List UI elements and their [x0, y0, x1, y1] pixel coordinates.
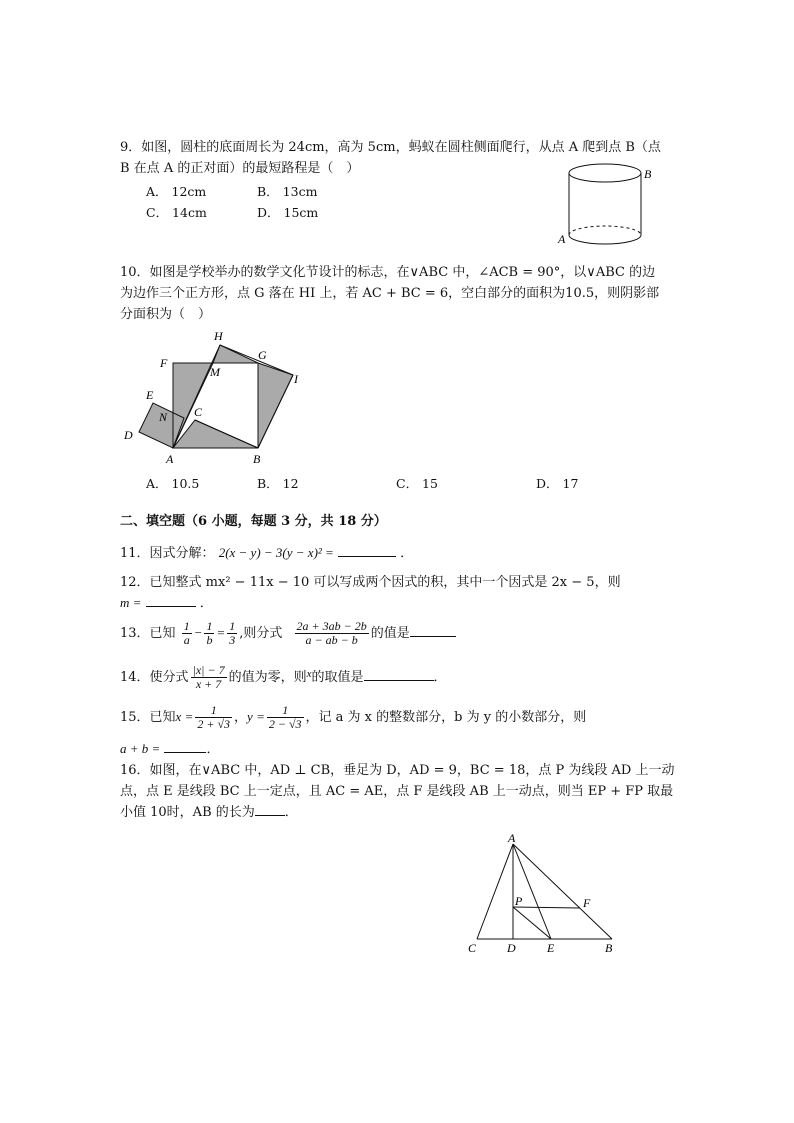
cylinder-top-ellipse: [569, 164, 641, 182]
q13-f2-den: b: [206, 633, 213, 647]
q14-fraction: [191, 664, 227, 691]
q13-f3-den: 3: [229, 633, 236, 647]
q15-line1: [120, 702, 586, 733]
q14-var: x: [306, 668, 312, 680]
q9-option-c: C． 14cm: [146, 205, 207, 220]
line-a-b: [513, 844, 612, 939]
q10-line1: 10．如图是学校举办的数学文化节设计的标志，在∨ABC 中，∠ACB = 90°，以∨ABC 的边: [120, 265, 656, 280]
q13-prefix: 13．已知: [120, 626, 176, 641]
q10-line2: 为边作三个正方形，点 G 落在 HI 上，若 AC + BC = 6，空白部分的面积为10.5，则阴影部: [120, 286, 660, 301]
q15-a-plus-b: a + b =: [120, 741, 161, 756]
line-a-c: [477, 844, 513, 939]
q13-f4-den: a − ab − b: [305, 633, 358, 647]
q14-f-num: |x| − 7: [192, 663, 225, 677]
q13-fraction-1b: [204, 620, 214, 647]
q15-fraction-x: [195, 704, 232, 731]
q13-suffix: 的值是: [370, 626, 410, 641]
line-a-e: [513, 844, 551, 939]
q15-f1-num: 1: [195, 704, 232, 718]
fig16-label-c: C: [468, 941, 477, 955]
q13-f3-num: 1: [229, 619, 236, 633]
fig10-label-h: H: [214, 329, 223, 343]
q16-line3-text: 小值 10时，AB 的长为: [120, 805, 255, 820]
fig10-label-f: F: [160, 356, 168, 370]
q13-f2-num: 1: [206, 619, 213, 633]
q10-line3: 分面积为（ ）: [120, 307, 212, 322]
q12-line1: 12．已知整式 mx² − 11x − 10 可以写成两个因式的积，其中一个因式是 2x − 5，则: [120, 575, 621, 590]
q16-line2: 点，点 E 是线段 BC 上一定点，且 AC = AE，点 F 是线段 AB 上一动点，则当 EP + FP 取最: [120, 784, 674, 799]
q11-line: [120, 543, 413, 564]
q15-fraction-y: [267, 704, 304, 731]
q16-suffix: ．: [284, 805, 298, 820]
line-p-f: [513, 907, 580, 908]
q11-answer-blank[interactable]: [338, 544, 396, 557]
fig10-label-e: E: [146, 388, 154, 402]
q14-mid2: 的取值是: [311, 670, 364, 685]
fig10-label-a: A: [166, 452, 174, 466]
q13-f4-num: 2a + 3ab − 2b: [296, 619, 367, 633]
q15-f2-den: 2 − √3: [268, 717, 302, 731]
q13-minus: −: [193, 625, 203, 640]
q9-cylinder-figure: [555, 160, 665, 250]
q10-option-c: C． 15: [396, 476, 438, 491]
q14-f-den: x + 7: [195, 677, 222, 691]
section-2-title: 二、填空题（6 小题，每题 3 分，共 18 分）: [120, 514, 387, 529]
q11-suffix: ．: [400, 546, 414, 561]
q15-tail: ，记 a 为 x 的整数部分，b 为 y 的小数部分，则: [305, 710, 587, 725]
q15-y-equals: y =: [247, 709, 265, 724]
q10-squares-figure: [118, 325, 318, 470]
q10-option-a: A． 10.5: [146, 476, 200, 491]
q14-mid: 的值为零，则: [228, 670, 307, 685]
q13-equals: =: [216, 625, 226, 640]
q9-line1: 9．如图，圆柱的底面周长为 24cm，高为 5cm，蚂蚁在圆柱侧面爬行，从点 A 爬到点 B（点: [120, 140, 661, 155]
cylinder-bottom-back: [569, 226, 641, 235]
fig16-label-e: E: [547, 941, 555, 955]
shade-right-strip: [258, 363, 293, 448]
q15-f1-den: 2 + √3: [197, 717, 231, 731]
q11-prefix: 11．因式分解：: [120, 546, 215, 561]
q14-suffix: ．: [433, 670, 447, 685]
q9-option-b: B． 13cm: [257, 184, 318, 199]
q12-line2: [120, 593, 213, 614]
fig16-label-f: F: [583, 896, 591, 910]
q13-mid: ,则分式: [239, 626, 283, 641]
q14-answer-blank[interactable]: [364, 668, 434, 681]
fig16-label-b: B: [605, 941, 613, 955]
q12-answer-blank[interactable]: [146, 594, 196, 607]
q13-fraction-1a: [182, 620, 192, 647]
q16-line1: 16．如图，在∨ABC 中，AD ⊥ CB，垂足为 D，AD = 9，BC = 18，点 P 为线段 AD 上一动: [120, 763, 675, 778]
q15-line2: [120, 739, 219, 760]
fig10-label-g: G: [258, 348, 267, 362]
fig16-label-d: D: [507, 941, 516, 955]
fig16-label-a: A: [508, 831, 516, 845]
q10-option-d: D． 17: [536, 476, 579, 491]
q13-line: [120, 619, 456, 648]
q12-m-equals: m =: [120, 595, 142, 610]
fig10-label-i: I: [294, 372, 298, 386]
q15-x-equals: x =: [175, 709, 194, 724]
q13-f1-num: 1: [183, 619, 190, 633]
q12-suffix: ．: [199, 596, 213, 611]
q16-triangle-figure: [460, 828, 630, 958]
q9-option-d: D． 15cm: [257, 205, 319, 220]
q9-line2: B 在点 A 的正对面）的最短路程是（ ）: [120, 161, 360, 176]
q15-f2-num: 1: [267, 704, 304, 718]
q15-suffix: ．: [206, 742, 220, 757]
q16-line3: [120, 803, 298, 823]
q11-expression: 2(x − y) − 3(y − x)² =: [218, 545, 334, 560]
q16-answer-blank[interactable]: [255, 803, 285, 816]
q15-prefix: 15．已知: [120, 710, 176, 725]
cylinder-label-a: A: [558, 232, 566, 246]
cylinder-bottom-front: [569, 235, 641, 244]
q15-answer-blank[interactable]: [164, 740, 206, 753]
q13-target-fraction: [295, 620, 369, 647]
q10-option-b: B． 12: [257, 476, 299, 491]
line-p-e: [513, 907, 551, 939]
fig10-label-d: D: [124, 428, 133, 442]
shade-top-triangle: [213, 345, 258, 363]
fig10-label-n: N: [159, 410, 168, 424]
q13-fraction-1-3: [227, 620, 237, 647]
fig10-label-m: M: [210, 365, 220, 379]
q13-f1-den: a: [183, 633, 190, 647]
shade-bottom-triangle: [173, 420, 258, 448]
q15-sep: ，: [234, 710, 248, 725]
cylinder-label-b: B: [644, 167, 652, 181]
fig16-label-p: P: [515, 894, 523, 908]
fig10-label-b: B: [253, 452, 261, 466]
fig10-label-c: C: [194, 405, 203, 419]
q14-line: [120, 660, 447, 692]
q9-option-a: A． 12cm: [146, 184, 207, 199]
q13-answer-blank[interactable]: [410, 624, 456, 637]
q14-prefix: 14．使分式: [120, 670, 189, 685]
